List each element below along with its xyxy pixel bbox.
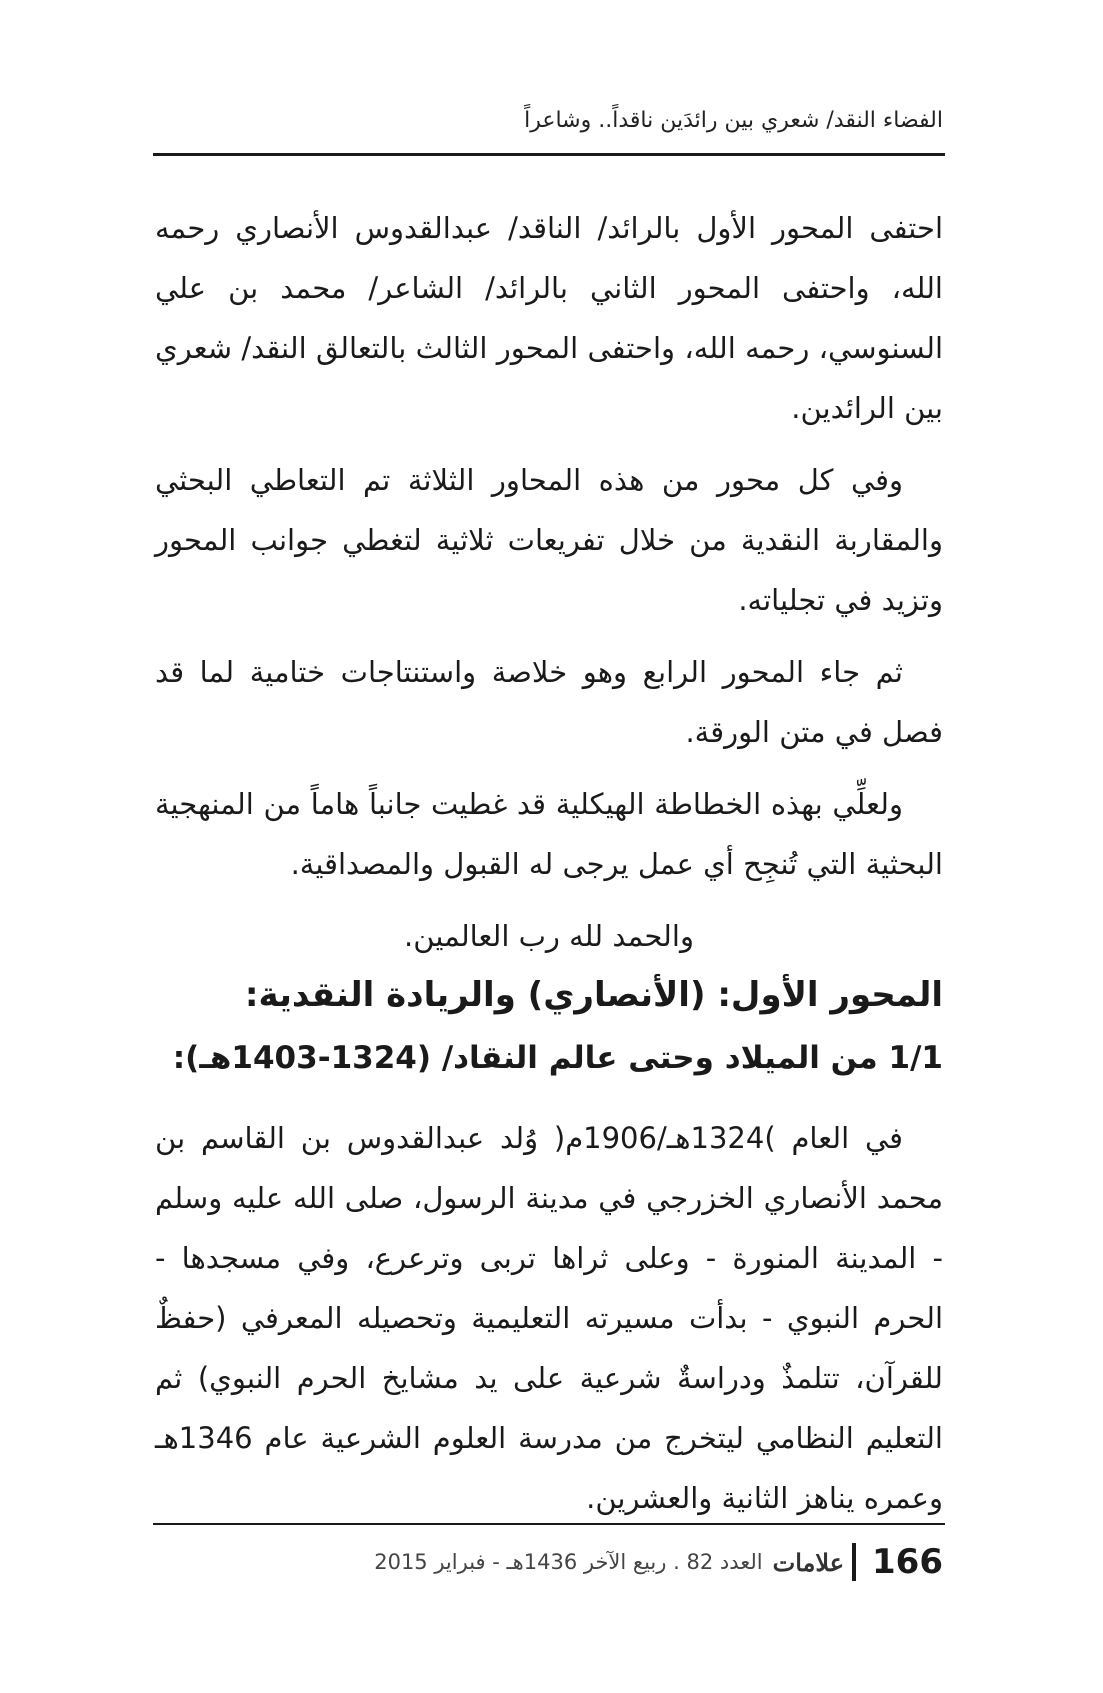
intro-text (155, 198, 943, 966)
section-heading: المحور الأول: (الأنصاري) والريادة النقدية: (244, 975, 943, 1015)
header-rule (153, 153, 945, 156)
intro-paragraph: ثم جاء المحور الرابع وهو خلاصة واستنتاجات ختامية لما قد فصل في متن الورقة. (155, 655, 943, 749)
intro-paragraph: احتفى المحور الأول بالرائد/ الناقد/ عبدالقدوس الأنصاري رحمه الله، واحتفى المحور الثاني بالرائد/ الشاعر/ محمد بن علي السنوسي، رحمه الله، واحتفى المحور الثالث بالتعالق النقد/ شعري بين الرائدين. (155, 211, 943, 425)
running-header: الفضاء النقد/ شعري بين رائدَين ناقداً.. وشاعراً (524, 108, 943, 133)
footer-divider (852, 1543, 856, 1581)
magazine-logo: علامات (772, 1547, 845, 1577)
footer-rule (153, 1523, 945, 1525)
section-text (155, 1108, 943, 1540)
page-footer (155, 1540, 943, 1584)
issue-info: العدد 82 . ربيع الآخر 1436هـ - فبراير 2015 (374, 1550, 763, 1574)
intro-paragraph: وفي كل محور من هذه المحاور الثلاثة تم التعاطي البحثي والمقاربة النقدية من خلال تفريعات ثلاثية لتغطي جوانب المحور وتزيد في تجلياته. (155, 463, 943, 617)
intro-paragraph: ولعلِّي بهذه الخطاطة الهيكلية قد غطيت جانباً هاماً من المنهجية البحثية التي تُنجِح أي عمل يرجى له القبول والمصداقية. (155, 787, 943, 881)
page-number: 166 (872, 1542, 943, 1582)
closing-line: والحمد لله رب العالمين. (404, 919, 694, 953)
section-subheading: 1/1 من الميلاد وحتى عالم النقاد/ (1324-1403هـ): (172, 1040, 943, 1076)
section-paragraph: في العام )1324هـ/1906م( وُلد عبدالقدوس بن القاسم بن محمد الأنصاري الخزرجي في مدينة الرسول، صلى الله عليه وسلم - المدينة المنورة - وعلى ثراها تربى وترعرع، وفي مسجدها - الحرم النبوي - بدأت مسيرته التعليمية وتحصيله المعرفي (حفظٌ للقرآن، تتلمذٌ ودراسةٌ شرعية على يد مشايخ الحرم النبوي) ثم التعليم النظامي ليتخرج من مدرسة العلوم الشرعية عام 1346هـ وعمره يناهز الثانية والعشرين. (155, 1121, 943, 1515)
